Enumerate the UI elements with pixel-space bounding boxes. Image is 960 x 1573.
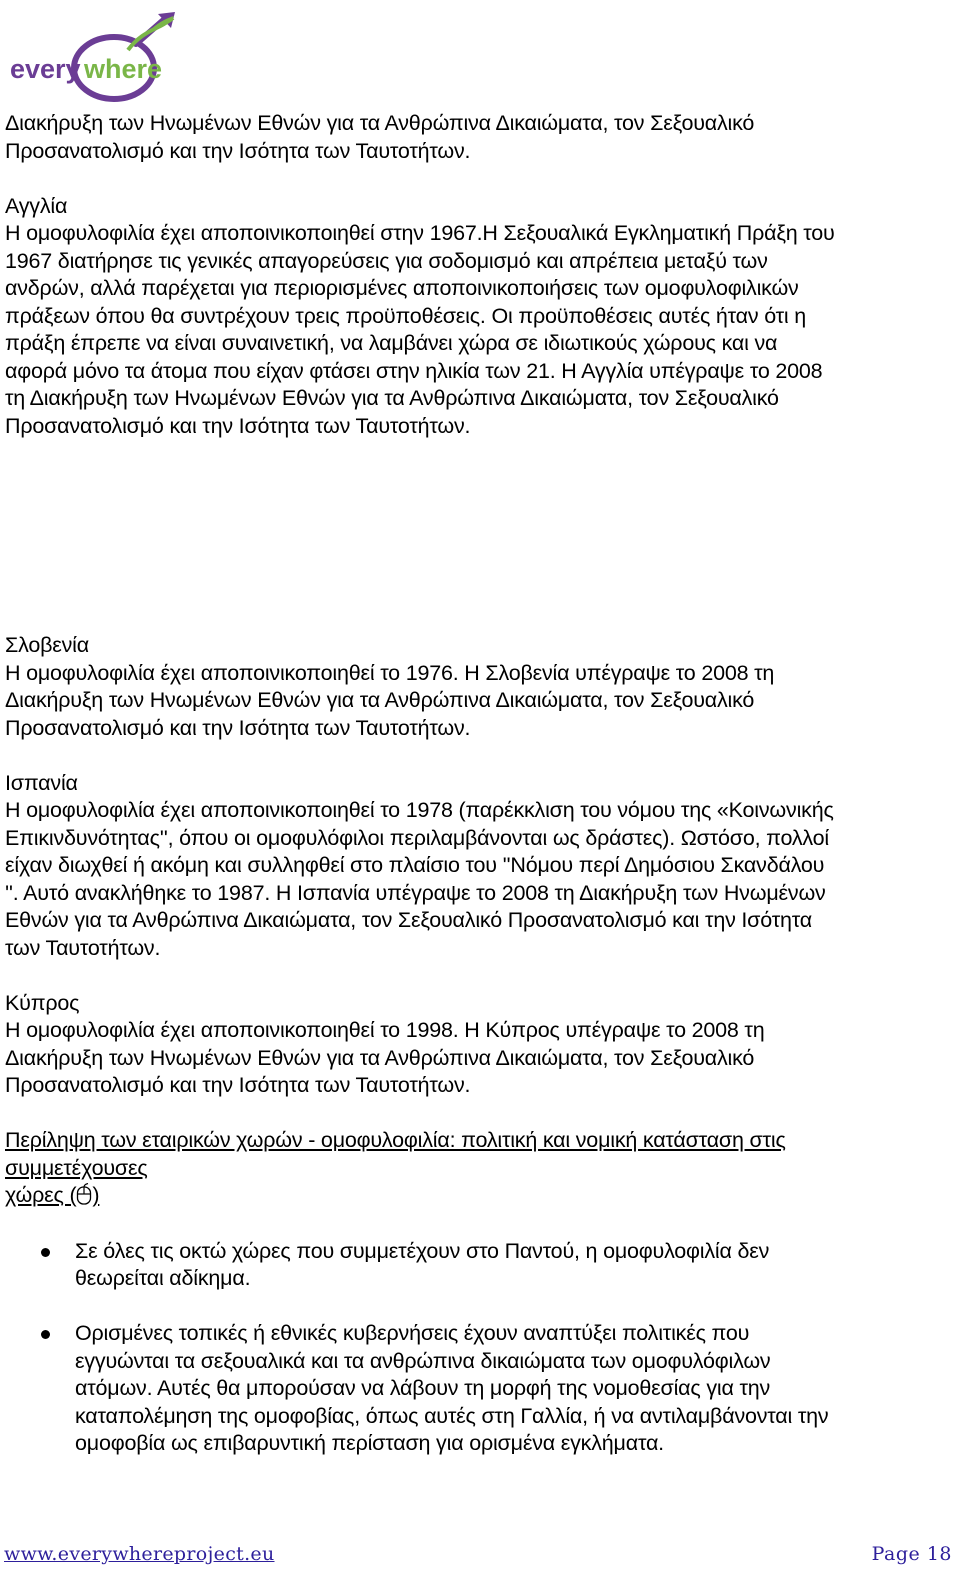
england-text-line: τη Διακήρυξη των Ηνωμένων Εθνών για τα Ανθρώπινα Δικαιώματα, τον Σεξουαλικό: [5, 386, 779, 410]
bullet-icon: [41, 1330, 50, 1339]
summary-heading: Περίληψη των εταιρικών χωρών - ομοφυλοφιλία: πολιτική και νομική κατάσταση στις: [5, 1128, 786, 1152]
section-title-spain: Ισπανία: [5, 770, 78, 795]
england-text-line: Η ομοφυλοφιλία έχει αποποινικοποιηθεί στην 1967.Η Σεξουαλικά Εγκληματική Πράξη του: [5, 221, 835, 245]
list-item: [5, 1238, 953, 1293]
section-title-slovenia: Σλοβενία: [5, 633, 89, 657]
summary-heading-text: ): [92, 1183, 100, 1207]
spain-text-line: Επικινδυνότητας'', όπου οι ομοφυλόφιλοι περιλαμβάνονται ως δράστες). Ωστόσο, πολλοί: [5, 825, 829, 850]
england-text-line: ανδρών, αλλά παρέχεται για περιορισμένες αποποινικοποιήσεις των ομοφυλοφιλικών: [5, 276, 799, 300]
spain-text-line: των Ταυτοτήτων.: [5, 935, 161, 960]
list-item-line: εγγυώνται τα σεξουαλικά και τα ανθρώπινα δικαιώματα των ομοφυλόφιλων: [75, 1348, 771, 1373]
bullet-icon: [41, 1248, 50, 1257]
list-item-line: ομοφοβία ως επιβαρυντική περίσταση για ορισμένα εγκλήματα.: [75, 1431, 664, 1455]
spain-text-line: ''. Αυτό ανακλήθηκε το 1987. Η Ισπανία υπέγραψε το 2008 τη Διακήρυξη των Ηνωμένων: [5, 880, 826, 905]
mouse-icon: [76, 1183, 92, 1205]
section-title-england: Αγγλία: [5, 193, 68, 218]
slovenia-text-line: Η ομοφυλοφιλία έχει αποποινικοποιηθεί το 1976. Η Σλοβενία υπέγραψε το 2008 τη: [5, 660, 775, 685]
slovenia-text-line: Διακήρυξη των Ηνωμένων Εθνών για τα Ανθρώπινα Δικαιώματα, τον Σεξουαλικό: [5, 688, 755, 712]
document-body: [5, 110, 953, 1485]
list-item-line: θεωρείται αδίκημα.: [75, 1266, 251, 1290]
list-item-line: καταπολέμηση της ομοφοβίας, όπως αυτές στη Γαλλία, ή να αντιλαμβάνονται την: [75, 1403, 829, 1428]
list-item-line: Σε όλες τις οκτώ χώρες που συμμετέχουν στο Παντού, η ομοφυλοφιλία δεν: [75, 1238, 770, 1263]
spain-text-line: Η ομοφυλοφιλία έχει αποποινικοποιηθεί το 1978 (παρέκκλιση του νόμου της «Κοινωνικής: [5, 798, 834, 822]
summary-heading-text: χώρες (: [5, 1183, 77, 1207]
summary-heading: [5, 1182, 953, 1210]
cyprus-text-line: Προσανατολισμό και την Ισότητα των Ταυτοτήτων.: [5, 1073, 471, 1097]
spain-text-line: Εθνών για τα Ανθρώπινα Δικαιώματα, τον Σεξουαλικό Προσανατολισμό και την Ισότητα: [5, 908, 812, 932]
intro-line: Διακήρυξη των Ηνωμένων Εθνών για τα Ανθρώπινα Δικαιώματα, τον Σεξουαλικό: [5, 111, 755, 135]
section-title-cyprus: Κύπρος: [5, 990, 80, 1015]
england-text-line: πράξεων όπου θα συντρέχουν τρεις προϋποθέσεις. Οι προϋποθέσεις αυτές ήταν ότι η: [5, 303, 807, 328]
logo-text-every: every: [10, 54, 81, 84]
list-item-line: Ορισμένες τοπικές ή εθνικές κυβερνήσεις έχουν αναπτύξει πολιτικές που: [75, 1321, 750, 1345]
footer-website-link[interactable]: www.everywhereproject.eu: [4, 1543, 275, 1565]
england-text-line: 1967 διατήρησε τις γενικές απαγορεύσεις για σοδομισμό και απρέπεια μεταξύ των: [5, 248, 768, 273]
cyprus-text-line: Η ομοφυλοφιλία έχει αποποινικοποιηθεί το 1998. Η Κύπρος υπέγραψε το 2008 τη: [5, 1018, 765, 1042]
cyprus-text-line: Διακήρυξη των Ηνωμένων Εθνών για τα Ανθρώπινα Δικαιώματα, τον Σεξουαλικό: [5, 1045, 755, 1070]
list-item-line: ατόμων. Αυτές θα μπορούσαν να λάβουν τη μορφή της νομοθεσίας για την: [75, 1376, 771, 1400]
spain-text-line: είχαν διωχθεί ή ακόμη και συλληφθεί στο πλαίσιο του ''Νόμου περί Δημόσιου Σκανδάλου: [5, 853, 825, 877]
bullet-list: [5, 1238, 953, 1458]
summary-heading: συμμετέχουσες: [5, 1155, 148, 1180]
everywhere-logo: [8, 10, 183, 102]
england-text-line: αφορά μόνο τα άτομα που είχαν φτάσει στην ηλικία των 21. Η Αγγλία υπέγραψε το 2008: [5, 358, 823, 383]
intro-line: Προσανατολισμό και την Ισότητα των Ταυτοτήτων.: [5, 138, 471, 163]
page-footer: [4, 1543, 952, 1569]
page-number: Page 18: [871, 1543, 952, 1565]
england-text-line: πράξη έπρεπε να είναι συναινετική, να λαμβάνει χώρα σε ιδιωτικούς χώρους και να: [5, 331, 778, 355]
logo-text-where: where: [84, 54, 163, 84]
slovenia-text-line: Προσανατολισμό και την Ισότητα των Ταυτοτήτων.: [5, 715, 471, 740]
list-item: [5, 1320, 953, 1458]
england-text-line: Προσανατολισμό και την Ισότητα των Ταυτοτήτων.: [5, 413, 471, 438]
